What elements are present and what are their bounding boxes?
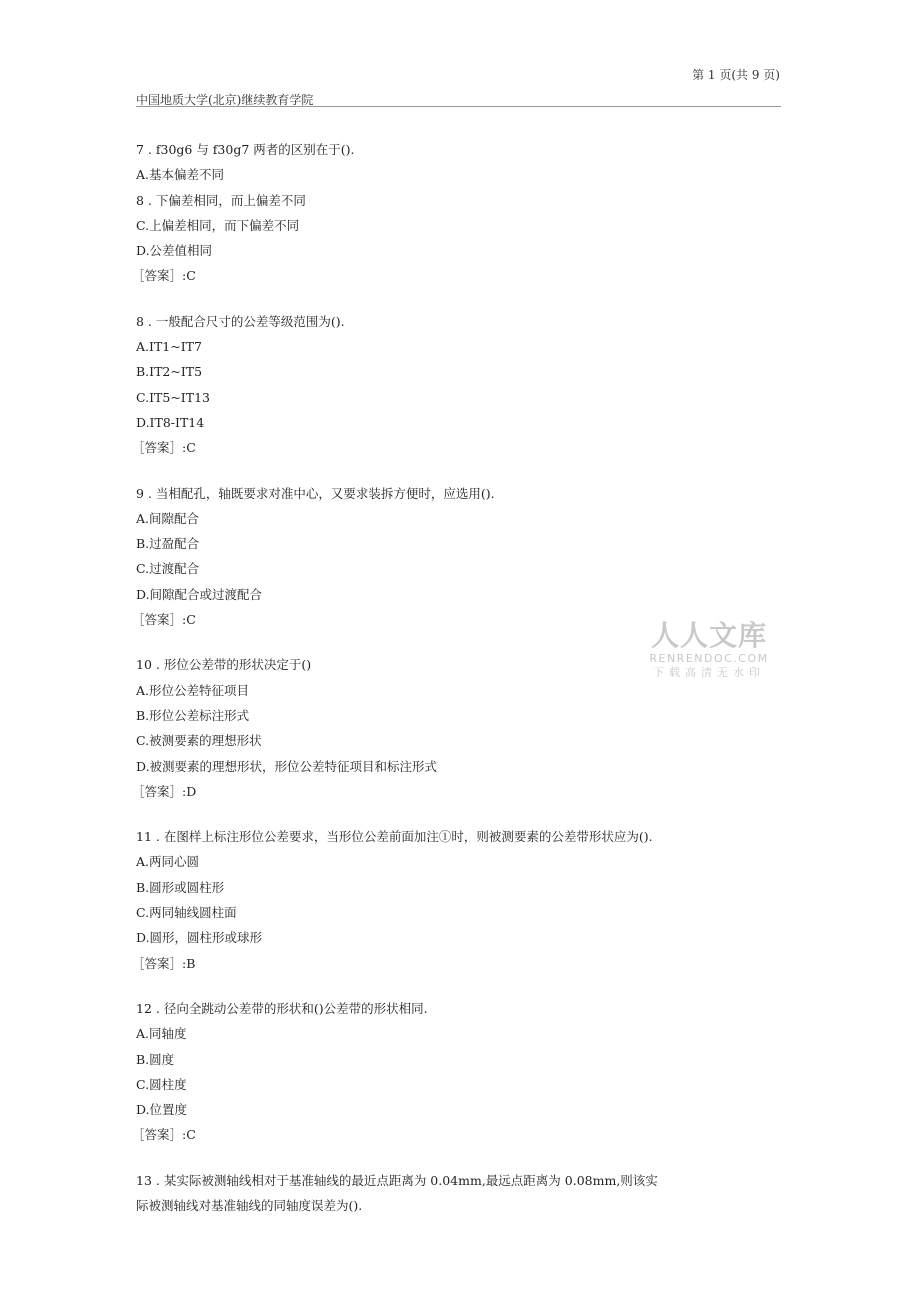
option-d: D.公差值相同 [136,243,213,259]
question-7 [132,137,786,289]
option-d: D.圆形，圆柱形或球形 [136,930,263,946]
institution-title: 中国地质大学(北京)继续教育学院 [136,93,314,107]
option-c: C.两同轴线圆柱面 [136,905,237,921]
option-a: A.形位公差特征项目 [136,682,250,698]
answer: ［答案］:C [132,440,196,456]
option-a: A.同轴度 [136,1026,187,1042]
question-stem: 9 . 当相配孔，轴既要求对准中心，又要求装拆方便时，应选用(). [136,485,495,501]
option-c: C.IT5~IT13 [136,389,210,405]
watermark-title: 人人文库 [650,619,767,652]
option-a: A.基本偏差不同 [136,167,225,183]
question-stem-line-1: 13 . 某实际被测轴线相对于基准轴线的最近点距离为 0.04mm,最远点距离为 0.08mm,则该实 [136,1172,658,1188]
option-a: A.IT1~IT7 [136,339,202,355]
option-d: D.IT8-IT14 [136,414,205,430]
option-b: B.过盈配合 [136,536,200,552]
question-stem: 10 . 形位公差带的形状决定于() [136,657,312,673]
page-number: 第 1 页(共 9 页) [692,68,780,82]
option-c: C.过渡配合 [136,561,200,577]
question-stem: 8 . 一般配合尺寸的公差等级范围为(). [136,313,345,329]
option-b: 8 . 下偏差相同，而上偏差不同 [136,192,306,208]
question-12 [132,996,786,1148]
question-stem: 11 . 在图样上标注形位公差要求，当形位公差前面加注①时，则被测要素的公差带形状应为(). [136,829,653,845]
question-stem: 12 . 径向全跳动公差带的形状和()公差带的形状相同. [136,1000,428,1016]
option-c: C.上偏差相同，而下偏差不同 [136,217,300,233]
option-b: B.圆度 [136,1051,175,1067]
watermark-domain: RENRENDOC.COM [649,652,769,665]
option-d: D.位置度 [136,1102,188,1118]
answer: ［答案］:B [132,955,196,971]
question-8 [132,309,786,461]
option-d: D.被测要素的理想形状，形位公差特征项目和标注形式 [136,758,438,774]
question-9 [132,481,786,633]
answer: ［答案］:C [132,612,196,628]
watermark-slogan: 下载高清无水印 [653,666,765,679]
watermark-logo [645,620,773,680]
option-a: A.间隙配合 [136,510,200,526]
answer: ［答案］:C [132,1127,196,1143]
header-divider [136,106,781,107]
answer: ［答案］:D [132,783,197,799]
option-b: B.形位公差标注形式 [136,707,250,723]
question-13 [136,1168,786,1219]
question-stem: 7 . f30g6 与 f30g7 两者的区别在于(). [136,142,355,157]
option-c: C.被测要素的理想形状 [136,733,262,749]
option-c: C.圆柱度 [136,1076,187,1092]
option-b: B.圆形或圆柱形 [136,879,225,895]
option-d: D.间隙配合或过渡配合 [136,586,263,602]
question-stem-line-2: 际被测轴线对基准轴线的同轴度误差为(). [136,1197,363,1213]
option-a: A.两同心圆 [136,854,200,870]
question-11 [132,824,786,976]
answer: ［答案］:C [132,268,196,284]
option-b: B.IT2~IT5 [136,364,203,380]
